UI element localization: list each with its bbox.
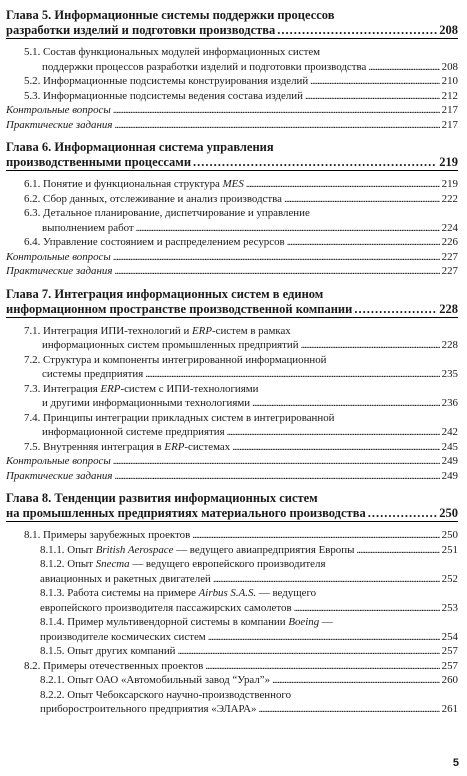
page-ref: 208 bbox=[439, 23, 458, 37]
dot-leader bbox=[232, 440, 439, 455]
page-ref: 210 bbox=[441, 75, 458, 87]
toc-entry: Контрольные вопросы ..... 249 bbox=[6, 454, 458, 469]
toc-entry: Контрольные вопросы ..... 217 bbox=[6, 103, 458, 118]
toc-entry: 6.4. Управление состоянием и распределением ресурсов ..... 226 bbox=[6, 235, 458, 250]
toc-entry: 5.3. Информационные подсистемы ведения состава изделий ..... 212 bbox=[6, 89, 458, 104]
toc-entry: 8.1.5. Опыт других компаний ..... 257 bbox=[6, 644, 458, 659]
divider bbox=[6, 38, 458, 39]
divider bbox=[6, 170, 458, 171]
chapter-8-heading bbox=[6, 491, 458, 521]
divider bbox=[6, 521, 458, 522]
chapter-title-line: разработки изделий и подготовки производства bbox=[6, 23, 276, 37]
dot-leader bbox=[113, 250, 440, 265]
page-ref: 249 bbox=[441, 469, 458, 482]
dot-leader bbox=[113, 103, 440, 118]
table-of-contents bbox=[6, 8, 458, 717]
dot-leader bbox=[294, 601, 440, 616]
toc-entry: 6.1. Понятие и функциональная структура MES ..... 219 bbox=[6, 177, 458, 192]
toc-entry: 8.2.2. Опыт Чебоксарского научно-производственного приборостроительного предприятия «ЭЛАРА» ..... 261 bbox=[6, 688, 458, 717]
dot-leader bbox=[277, 23, 437, 38]
page-ref: 257 bbox=[441, 645, 458, 657]
page-ref: 250 bbox=[439, 506, 458, 520]
toc-entry: 8.2. Примеры отечественных проектов ..... 257 bbox=[6, 659, 458, 674]
chapter-title-line: на промышленных предприятиях материального производства bbox=[6, 506, 366, 520]
toc-entry: 7.3. Интеграция ERP-систем с ИПИ-технологиями и другими информационными технологиями ..... 236 bbox=[6, 382, 458, 411]
dot-leader bbox=[227, 425, 440, 440]
page-number: 5 bbox=[452, 757, 459, 769]
dot-leader bbox=[258, 702, 439, 717]
dot-leader bbox=[145, 367, 439, 382]
dot-leader bbox=[252, 396, 440, 411]
toc-entry: 8.1.3. Работа системы на примере Airbus S.A.S. — ведущего европейского производителя пассажирских самолетов ..... 253 bbox=[6, 586, 458, 615]
toc-entry: 7.5. Внутренняя интеграция в ERP-системах ..... 245 bbox=[6, 440, 458, 455]
page-ref: 228 bbox=[439, 301, 458, 316]
toc-entry: 8.2.1. Опыт ОАО «Автомобильный завод “Урал”» ..... 260 bbox=[6, 673, 458, 688]
dot-leader bbox=[272, 673, 440, 688]
page-ref: 235 bbox=[441, 368, 458, 380]
page-ref: 254 bbox=[441, 630, 458, 643]
page-ref: 251 bbox=[441, 543, 458, 556]
chapter-7-heading bbox=[6, 287, 458, 317]
chapter-title-line: производственными процессами bbox=[6, 155, 192, 169]
toc-entry: Контрольные вопросы ..... 227 bbox=[6, 250, 458, 265]
dot-leader bbox=[284, 192, 440, 207]
dot-leader bbox=[193, 155, 437, 170]
page-ref: 253 bbox=[441, 601, 458, 614]
page-ref: 227 bbox=[441, 265, 458, 277]
page-ref: 227 bbox=[441, 250, 458, 263]
page-ref: 212 bbox=[441, 89, 458, 102]
page-ref: 261 bbox=[441, 703, 458, 715]
toc-entry: Практические задания ..... 217 bbox=[6, 118, 458, 133]
page-ref: 217 bbox=[441, 104, 458, 116]
dot-leader bbox=[368, 506, 438, 521]
toc-entry: Практические задания ..... 227 bbox=[6, 264, 458, 279]
toc-entry: 8.1.2. Опыт Snecma — ведущего европейского производителя авиационных и ракетных двигателей ..... 252 bbox=[6, 557, 458, 586]
dot-leader bbox=[192, 528, 439, 543]
dot-leader bbox=[136, 221, 440, 236]
dot-leader bbox=[208, 630, 440, 645]
dot-leader bbox=[310, 74, 439, 89]
page-ref: 249 bbox=[441, 455, 458, 467]
dot-leader bbox=[177, 644, 439, 659]
dot-leader bbox=[287, 235, 440, 250]
chapter-5-heading bbox=[6, 8, 458, 38]
dot-leader bbox=[301, 338, 440, 353]
toc-entry: 7.4. Принципы интеграции прикладных систем в интегрированной информационной системе предприятия ..... 242 bbox=[6, 411, 458, 440]
dot-leader bbox=[356, 543, 439, 558]
chapter-title-line: Глава 6. Информационная система управления bbox=[6, 140, 274, 154]
page-ref: 245 bbox=[441, 440, 458, 453]
toc-entry: 5.1. Состав функциональных модулей информационных систем поддержки процессов разработки изделий и подготовки производства ..... 208 bbox=[6, 45, 458, 74]
dot-leader bbox=[114, 264, 439, 279]
dot-leader bbox=[213, 572, 440, 587]
page-ref: 252 bbox=[441, 572, 458, 585]
toc-entry: Практические задания ..... 249 bbox=[6, 469, 458, 484]
dot-leader bbox=[114, 469, 439, 484]
page-ref: 257 bbox=[441, 659, 458, 672]
dot-leader bbox=[354, 302, 437, 317]
page-ref: 222 bbox=[441, 192, 458, 205]
chapter-6-heading bbox=[6, 140, 458, 170]
page-ref: 217 bbox=[441, 118, 458, 131]
chapter-title-line: Глава 7. Интеграция информационных систем в едином bbox=[6, 286, 324, 301]
dot-leader bbox=[246, 177, 440, 192]
page-ref: 208 bbox=[441, 60, 458, 73]
page-ref: 250 bbox=[441, 529, 458, 541]
chapter-title-line: информационном пространстве производственной компании bbox=[6, 301, 353, 316]
page-ref: 242 bbox=[441, 426, 458, 438]
toc-entry: 6.2. Сбор данных, отслеживание и анализ производства ..... 222 bbox=[6, 192, 458, 207]
toc-entry: 8.1. Примеры зарубежных проектов ..... 250 bbox=[6, 528, 458, 543]
page-ref: 224 bbox=[441, 221, 458, 234]
page-ref: 260 bbox=[441, 674, 458, 686]
dot-leader bbox=[205, 659, 439, 674]
dot-leader bbox=[114, 118, 439, 133]
dot-leader bbox=[368, 60, 439, 75]
toc-entry: 7.2. Структура и компоненты интегрированной информационной системы предприятия ..... 235 bbox=[6, 353, 458, 382]
page-ref: 226 bbox=[441, 236, 458, 248]
dot-leader bbox=[305, 89, 440, 104]
page-ref: 219 bbox=[441, 178, 458, 190]
dot-leader bbox=[113, 454, 440, 469]
toc-entry: 5.2. Информационные подсистемы конструирования изделий ..... 210 bbox=[6, 74, 458, 89]
toc-entry: 8.1.4. Пример мультивендорной системы в компании Boeing — производителе космических систем ..... 254 bbox=[6, 615, 458, 644]
chapter-title-line: Глава 5. Информационные системы поддержки процессов bbox=[6, 8, 335, 22]
page-ref: 219 bbox=[439, 155, 458, 169]
chapter-title-line: Глава 8. Тенденции развития информационных систем bbox=[6, 491, 318, 505]
page-ref: 236 bbox=[441, 397, 458, 409]
page-ref: 228 bbox=[441, 339, 458, 351]
toc-entry: 7.1. Интеграция ИПИ-технологий и ERP-систем в рамках информационных систем промышленных предприятий ..... 228 bbox=[6, 324, 458, 353]
toc-entry: 8.1.1. Опыт British Aerospace — ведущего авиапредприятия Европы ..... 251 bbox=[6, 543, 458, 558]
divider bbox=[6, 317, 458, 318]
toc-entry: 6.3. Детальное планирование, диспетчирование и управление выполнением работ ..... 224 bbox=[6, 206, 458, 235]
